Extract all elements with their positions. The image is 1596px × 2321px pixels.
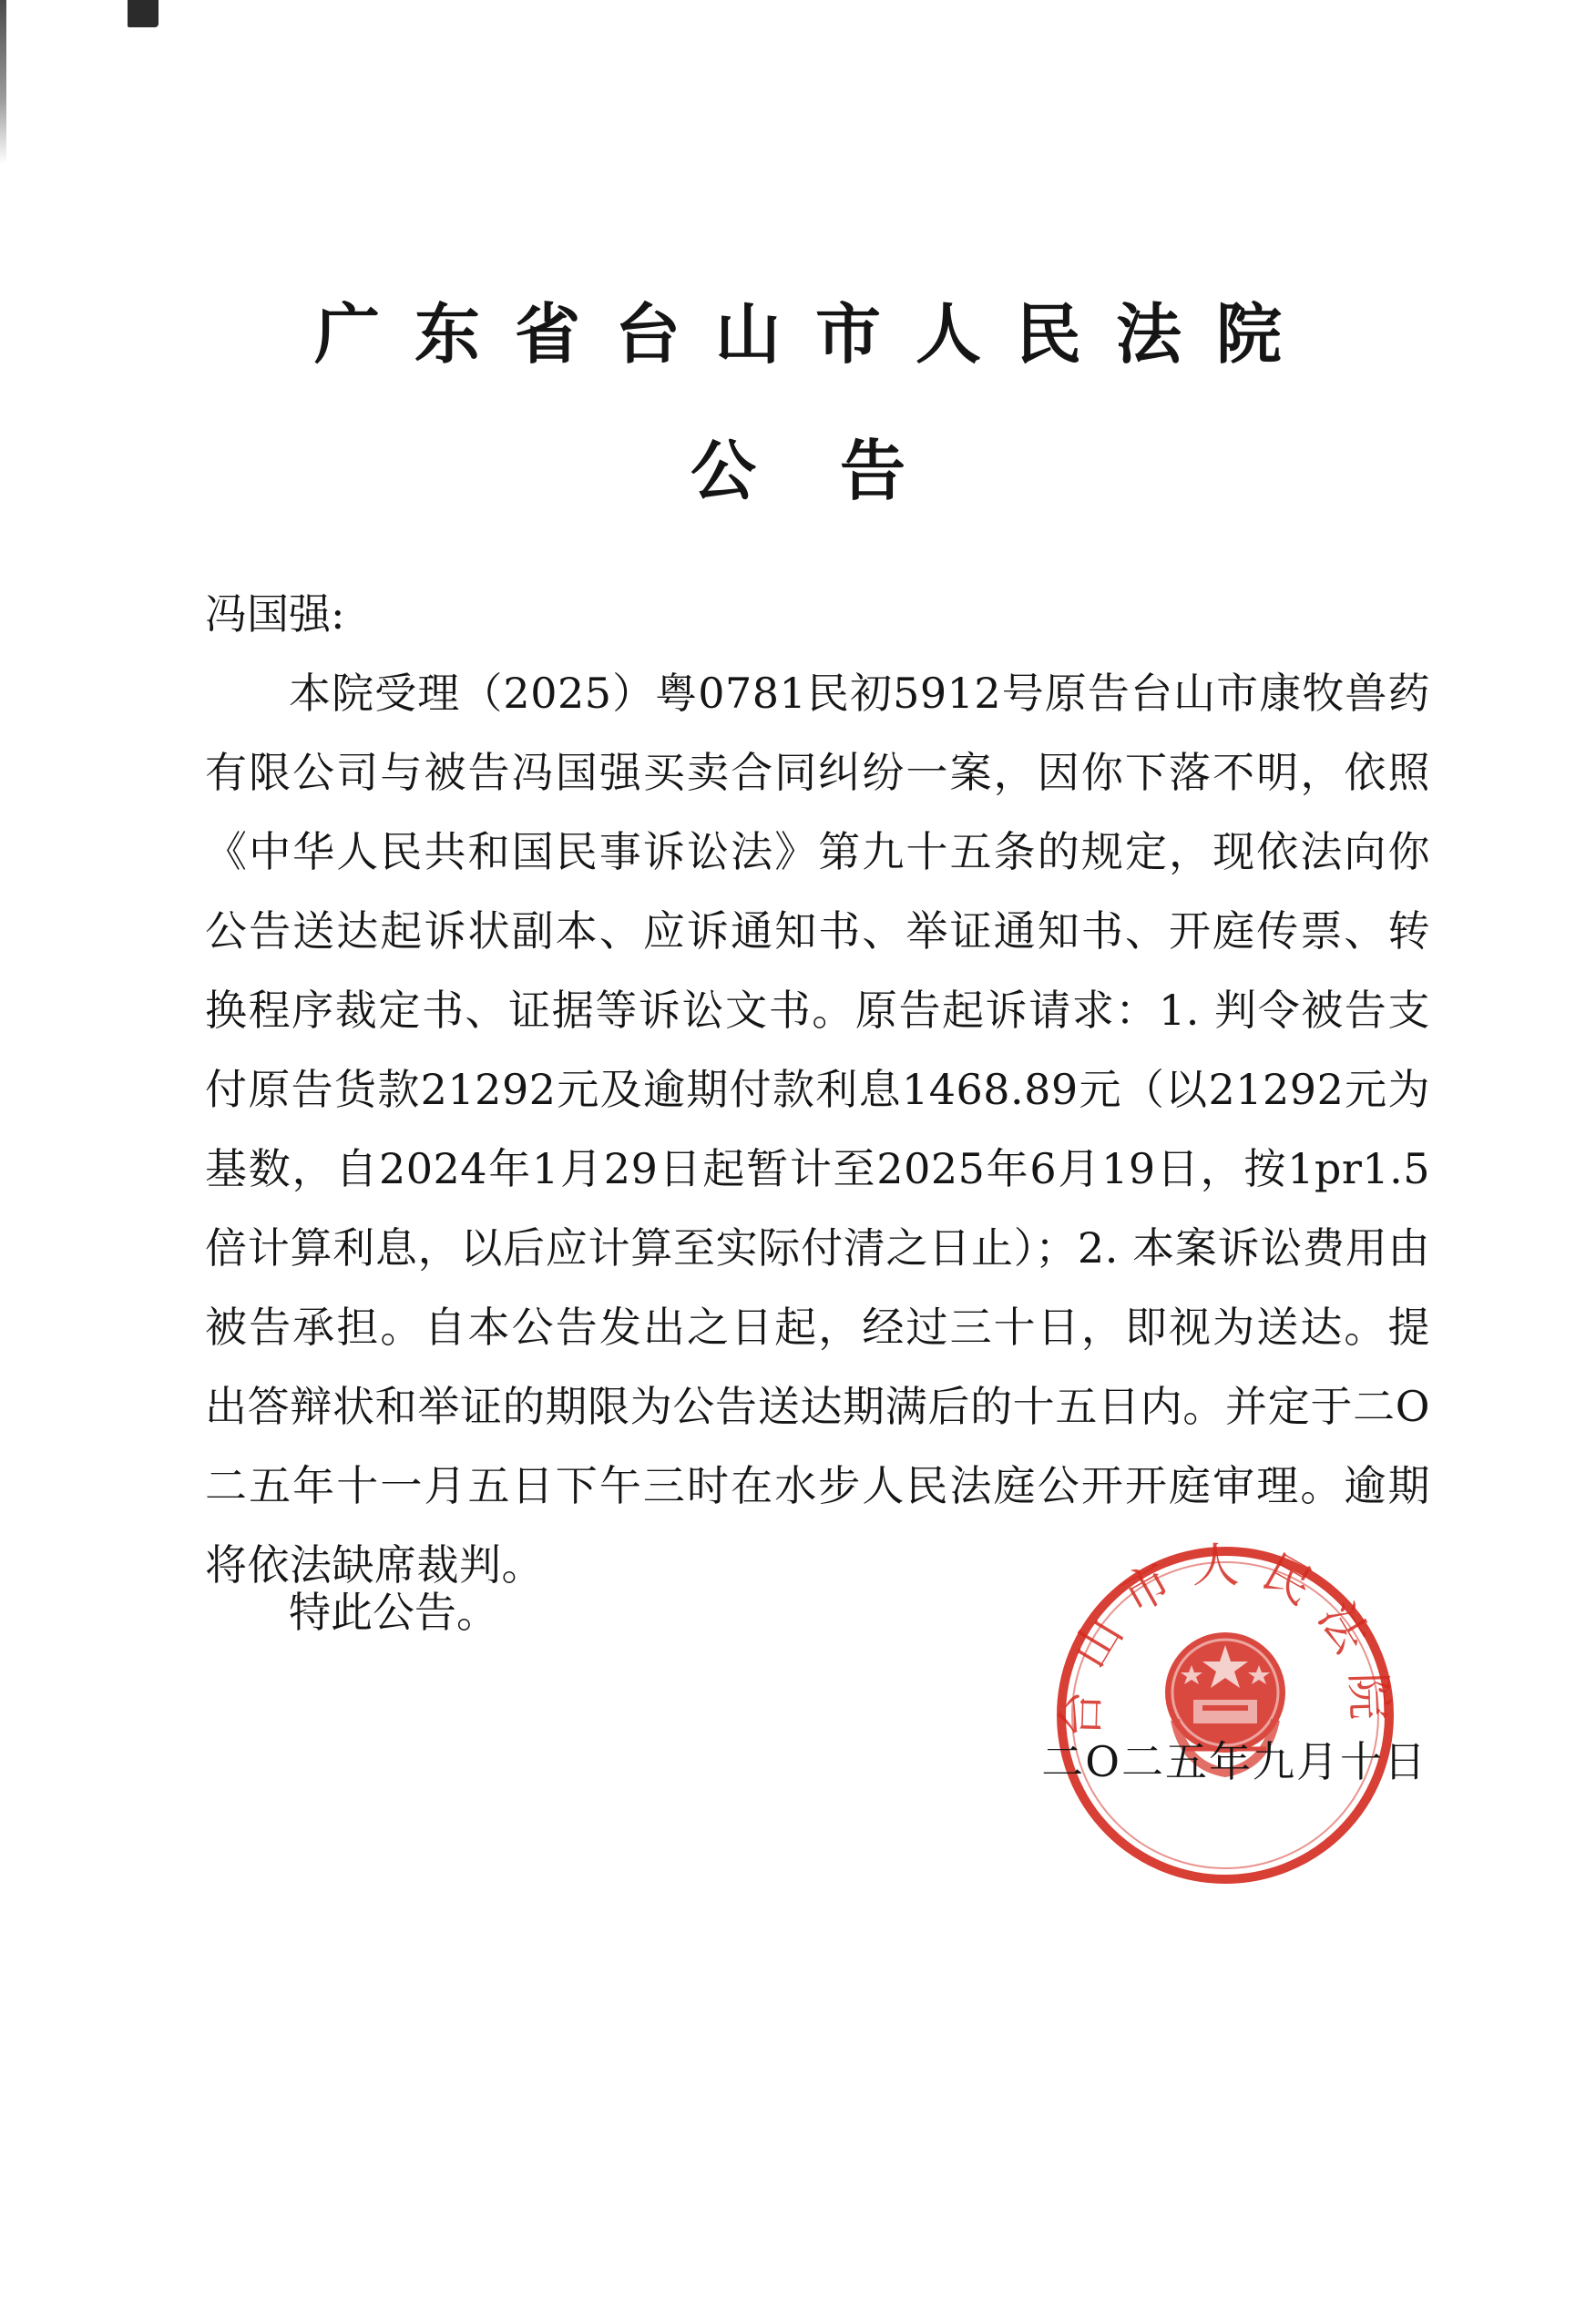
- notice-title: 公告: [690, 433, 989, 509]
- court-seal-stamp: [1048, 1538, 1403, 1893]
- issue-date: 二O二五年九月十日: [1041, 1737, 1427, 1786]
- addressee: 冯国强:: [205, 589, 345, 639]
- closing-phrase: 特此公告。: [289, 1588, 498, 1637]
- notice-body: 本院受理（2025）粤0781民初5912号原告台山市康牧兽药有限公司与被告冯国强买卖合同纠纷一案，因你下落不明，依照《中华人民共和国民事诉讼法》第九十五条的规定，现依法向你公告送达起诉状副本、应诉通知书、举证通知书、开庭传票、转换程序裁定书、证据等诉讼文书。原告起诉请求：1. 判令被告支付原告货款21292元及逾期付款利息1468.89元（以21292元为基数，自2024年1月29日起暂计至2025年6月19日，按1pr1.5倍计算利息，以后应计算至实际付清之日止）；2. 本案诉讼费用由被告承担。自本公告发出之日起，经过三十日，即视为送达。提出答辩状和举证的期限为公告送达期满后的十五日内。并定于二O二五年十一月五日下午三时在水步人民法庭公开开庭审理。逾期将依法缺席裁判。: [205, 669, 1430, 1590]
- seal-text: 台山市人民法院: [1054, 1539, 1396, 1739]
- court-name-heading: 广东省台山市人民法院: [313, 296, 1316, 373]
- scan-edge-shadow: [0, 0, 6, 164]
- scan-corner-mark: [128, 0, 159, 27]
